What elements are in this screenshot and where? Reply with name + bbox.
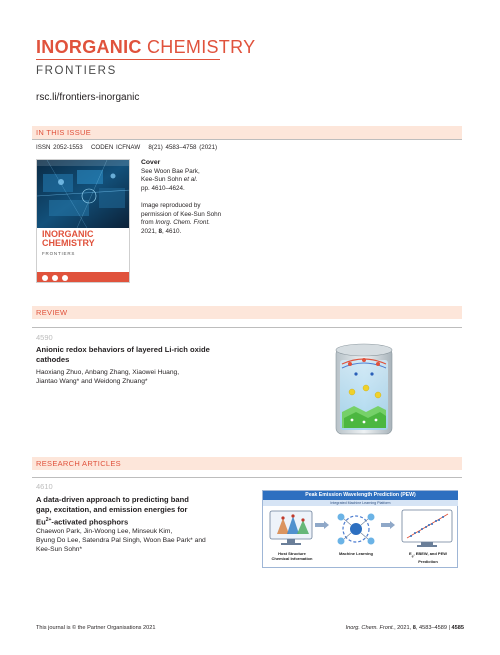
review-authors: [36, 368, 179, 386]
research-authors-line1: Chaewon Park, Jin-Woong Lee, Minseuk Kim,: [36, 528, 173, 535]
review-title-line2: cathodes: [36, 355, 70, 364]
crystal-structure-icon: [269, 510, 313, 548]
review-authors-line1: Haoxiang Zhuo, Anbang Zhang, Xiaowei Huang,: [36, 369, 180, 376]
review-rule: [32, 327, 462, 328]
cover-thumbnail[interactable]: [36, 159, 130, 283]
cover-permission-1: Image reproduced by: [141, 201, 201, 209]
society-logo-icon: [62, 275, 68, 281]
cover-et-al: et al.: [183, 176, 198, 184]
cover-artwork: [37, 160, 130, 228]
cover-page-ref: , 4610.: [162, 227, 182, 235]
cover-permission-2: permission of Kee-Sun Sohn: [141, 210, 222, 218]
research-rule: [32, 477, 462, 478]
cover-from: from: [141, 219, 156, 227]
brand-bold: INORGANIC: [36, 37, 142, 57]
research-label: RESEARCH ARTICLES: [36, 459, 121, 468]
research-title-eu: Eu: [36, 517, 46, 527]
research-title-line1: A data-driven approach to predicting band: [36, 495, 189, 504]
cover-journal-title: [42, 230, 95, 248]
cover-authors-prefix: Kee-Sun Sohn: [141, 176, 184, 184]
toc-label-output-2: Prediction: [418, 558, 438, 564]
arrow-right-icon: [315, 521, 329, 529]
review-graphical-abstract[interactable]: [326, 340, 402, 438]
in-this-issue-band: [32, 126, 462, 139]
toc-label-ml: Machine Learning: [338, 551, 373, 556]
toc-header: Peak Emission Wavelength Prediction (PEW): [263, 491, 458, 500]
research-authors-line2: Byung Do Lee, Satendra Pal Singh, Woon Bae Park* and: [36, 537, 206, 544]
coden: CODEN ICFNAW: [90, 144, 141, 151]
research-title-sup: 2+: [45, 517, 52, 523]
review-title-line1: Anionic redox behaviors of layered Li-rich oxide: [36, 345, 210, 354]
arrow-right-icon: [381, 521, 395, 529]
research-graphical-abstract[interactable]: [262, 490, 458, 568]
machine-learning-icon: [333, 509, 379, 549]
research-title-rest: -activated phosphors: [51, 517, 129, 527]
issn: ISSN 2052-1553: [36, 144, 83, 151]
research-authors-line3: Kee-Sun Sohn*: [36, 546, 83, 553]
toc-label-host-2: Chemical Information: [271, 556, 313, 561]
brand-light: CHEMISTRY: [141, 37, 256, 57]
cover-volume: 8: [158, 227, 163, 235]
toc-label-host-1: Host Structure: [278, 551, 306, 556]
toc-subheader: Integrated Machine Learning Platform: [263, 500, 458, 506]
in-this-issue-rule: [32, 139, 462, 140]
review-band: [32, 306, 462, 319]
cover-authors: [141, 176, 261, 185]
partner-logo-icon: [52, 275, 58, 281]
toc-label-eg: E: [408, 551, 412, 556]
review-page-number[interactable]: 4590: [36, 333, 53, 342]
research-page-number[interactable]: 4610: [36, 482, 53, 491]
footer-copyright: This journal is © the Partner Organisations 2021: [36, 625, 156, 631]
prediction-plot-icon: [401, 509, 453, 549]
footer-pages: , 4583–4589 |: [415, 625, 452, 631]
brand-sub: FRONTIERS: [36, 65, 117, 77]
research-authors: [36, 527, 206, 554]
cover-logo-strip: [37, 272, 130, 283]
review-label: REVIEW: [36, 308, 68, 317]
cover-description: [141, 159, 261, 236]
footer-page-number: 4585: [451, 625, 464, 631]
cover-journal-sub: FRONTIERS: [42, 251, 76, 256]
cover-title-line2: CHEMISTRY: [42, 238, 95, 248]
cover-title-line1: INORGANIC: [42, 229, 94, 239]
toc-label-output: [399, 551, 457, 564]
cover-pages[interactable]: pp. 4610–4624.: [141, 184, 185, 192]
cover-journal-abbr: Inorg. Chem. Front.: [155, 219, 210, 227]
toc-label-out-rest: , EBEW, and PEW: [413, 551, 448, 556]
issn-line: [36, 144, 217, 151]
footer-citation: [346, 625, 464, 631]
in-this-issue-label: IN THIS ISSUE: [36, 128, 92, 137]
research-title-line3: [36, 515, 189, 528]
footer-journal: Inorg. Chem. Front.: [345, 625, 395, 631]
brand-rule: [36, 59, 220, 60]
cover-citation: [141, 228, 261, 237]
cover-year: 2021,: [141, 227, 159, 235]
cover-see-line: See Woon Bae Park,: [141, 167, 200, 175]
toc-label-output-1: [399, 551, 457, 559]
review-authors-line2: Jiantao Wang* and Weidong Zhuang*: [36, 378, 148, 385]
toc-label-eg-sub: g: [411, 553, 414, 558]
cover-heading: Cover: [141, 159, 161, 166]
journal-masthead: [36, 38, 255, 77]
review-title[interactable]: [36, 345, 210, 365]
publisher-logo-icon: [42, 275, 48, 281]
toc-label-host: [265, 551, 319, 561]
footer-year: , 2021,: [394, 625, 413, 631]
research-title-line2: gap, excitation, and emission energies for: [36, 505, 188, 514]
cover-source: [141, 219, 261, 228]
research-title[interactable]: [36, 495, 189, 528]
journal-brand: [36, 38, 255, 56]
volume-pages: 8(21) 4583–4758 (2021): [148, 144, 218, 151]
journal-url[interactable]: rsc.li/frontiers-inorganic: [36, 92, 140, 103]
footer-volume: 8: [412, 625, 416, 631]
